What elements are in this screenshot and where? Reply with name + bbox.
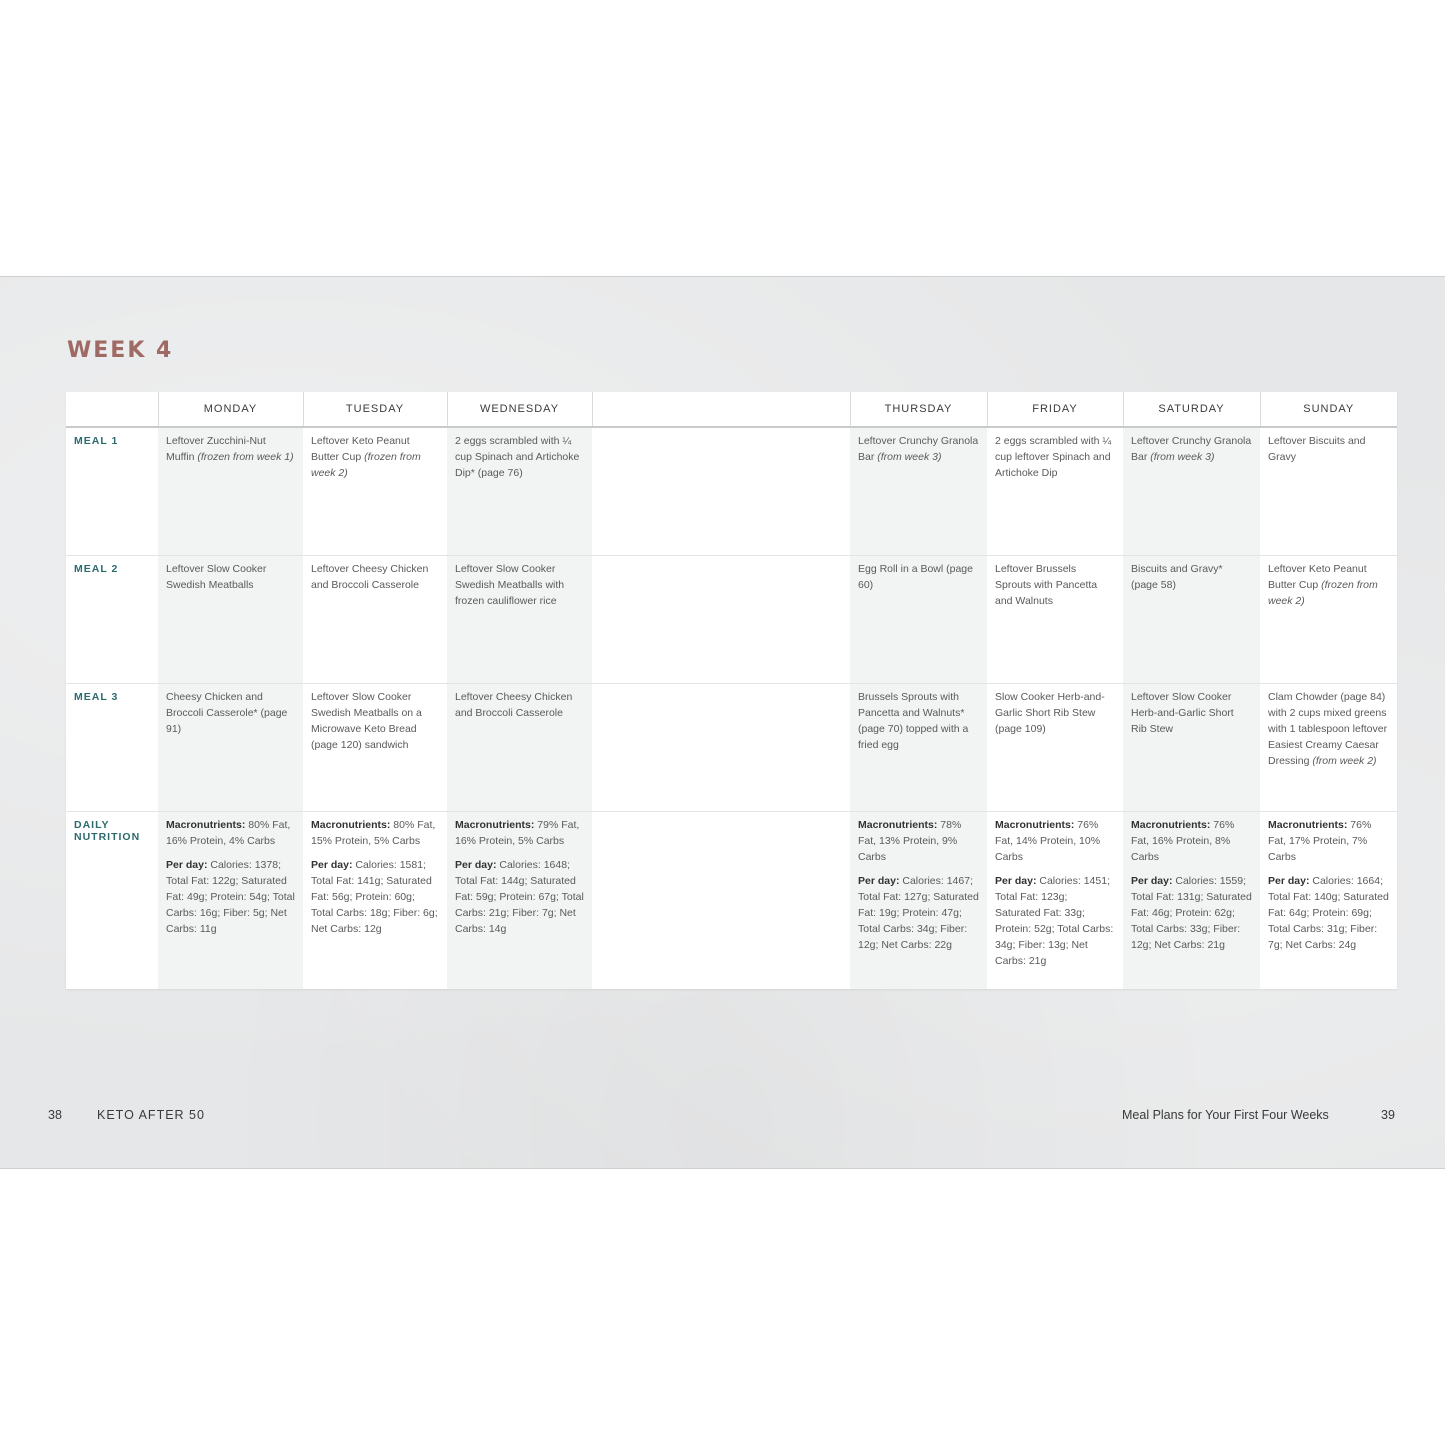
meal-cell: Clam Chowder (page 84) with 2 cups mixed greens with 1 tablespoon leftover Easiest Creamy Caesar Dressing (from week 2) — [1260, 683, 1397, 811]
day-header: MONDAY — [158, 392, 303, 427]
meal-row — [66, 555, 1397, 683]
row-label: DAILY NUTRITION — [66, 812, 158, 989]
meal-cell: Leftover Keto Peanut Butter Cup (frozen from week 2) — [311, 435, 421, 479]
running-title-right: Meal Plans for Your First Four Weeks — [1122, 1108, 1329, 1122]
meal-cell: Leftover Slow Cooker Herb-and-Garlic Short Rib Stew — [1123, 683, 1260, 811]
meal-cell: Leftover Cheesy Chicken and Broccoli Casserole — [447, 683, 592, 811]
gutter-cell — [592, 812, 850, 989]
meal-row — [66, 427, 1397, 555]
meal-cell: Leftover Cheesy Chicken and Broccoli Casserole — [303, 555, 447, 683]
meal-cell: 2 eggs scrambled with ¼ cup leftover Spinach and Artichoke Dip — [995, 435, 1112, 479]
meal-cell: Slow Cooker Herb-and-Garlic Short Rib Stew (page 109) — [987, 683, 1123, 811]
day-header: THURSDAY — [850, 392, 987, 427]
meal-row — [66, 683, 1397, 811]
meal-cell: Brussels Sprouts with Pancetta and Walnuts* (page 70) topped with a fried egg — [850, 683, 987, 811]
gutter-header — [592, 392, 850, 427]
nutrition-cell: Macronutrients: 80% Fat, 16% Protein, 4% Carbs Per day: Calories: 1378; Total Fat: 122g; Saturated Fat: 49g; Protein: 54g; Total Carbs: 16g; Fiber: 5g; Net Carbs: 11g — [158, 812, 303, 989]
day-header: SATURDAY — [1123, 392, 1260, 427]
header-row — [66, 392, 1397, 427]
gutter-cell — [592, 683, 850, 811]
meal-cell: Leftover Brussels Sprouts with Pancetta and Walnuts — [987, 555, 1123, 683]
week-title: WEEK 4 — [67, 338, 174, 363]
row-label: MEAL 2 — [66, 555, 158, 683]
meal-cell: Leftover Slow Cooker Swedish Meatballs — [158, 555, 303, 683]
meal-cell: Biscuits and Gravy* (page 58) — [1123, 555, 1260, 683]
nutrition-cell: Macronutrients: 76% Fat, 16% Protein, 8% Carbs Per day: Calories: 1559; Total Fat: 131g; Saturated Fat: 46g; Protein: 62g; Total Carbs: 33g; Fiber: 12g; Net Carbs: 21g — [1123, 812, 1260, 989]
nutrition-cell: Macronutrients: 78% Fat, 13% Protein, 9% Carbs Per day: Calories: 1467; Total Fat: 127g; Saturated Fat: 19g; Protein: 47g; Total Carbs: 34g; Fiber: 12g; Net Carbs: 22g — [850, 812, 987, 989]
meal-cell: Leftover Crunchy Granola Bar (from week 3) — [850, 427, 987, 555]
row-label: MEAL 3 — [66, 683, 158, 811]
day-header: SUNDAY — [1260, 392, 1397, 427]
page-number-left: 38 — [48, 1108, 62, 1122]
meal-cell: Leftover Zucchini-Nut Muffin (frozen from week 1) — [158, 427, 303, 555]
meal-cell: Egg Roll in a Bowl (page 60) — [850, 555, 987, 683]
meal-cell: Leftover Slow Cooker Swedish Meatballs with frozen cauliflower rice — [447, 555, 592, 683]
day-header: TUESDAY — [303, 392, 447, 427]
nutrition-row — [66, 812, 1397, 989]
running-title-left: KETO AFTER 50 — [97, 1108, 205, 1122]
meal-cell: 2 eggs scrambled with ¼ cup Spinach and Artichoke Dip* (page 76) — [447, 427, 592, 555]
meal-cell: Leftover Biscuits and Gravy — [1268, 435, 1366, 463]
nutrition-cell: Macronutrients: 79% Fat, 16% Protein, 5% Carbs Per day: Calories: 1648; Total Fat: 144g; Saturated Fat: 59g; Protein: 67g; Total Carbs: 21g; Fiber: 7g; Net Carbs: 14g — [447, 812, 592, 989]
gutter-cell — [592, 427, 850, 555]
row-label: MEAL 1 — [74, 435, 119, 447]
meal-cell: Cheesy Chicken and Broccoli Casserole* (page 91) — [158, 683, 303, 811]
meal-cell: Leftover Slow Cooker Swedish Meatballs on a Microwave Keto Bread (page 120) sandwich — [303, 683, 447, 811]
day-header: WEDNESDAY — [447, 392, 592, 427]
nutrition-cell: Macronutrients: 80% Fat, 15% Protein, 5% Carbs Per day: Calories: 1581; Total Fat: 141g; Saturated Fat: 56g; Protein: 60g; Total Carbs: 18g; Fiber: 6g; Net Carbs: 12g — [303, 812, 447, 989]
meal-plan-table — [66, 392, 1397, 989]
gutter-cell — [592, 555, 850, 683]
corner-cell — [66, 392, 158, 427]
nutrition-cell: Macronutrients: 76% Fat, 17% Protein, 7% Carbs Per day: Calories: 1664; Total Fat: 140g; Saturated Fat: 64g; Protein: 69g; Total Carbs: 31g; Fiber: 7g; Net Carbs: 24g — [1260, 812, 1397, 989]
meal-cell: Leftover Crunchy Granola Bar (from week 3) — [1123, 427, 1260, 555]
nutrition-cell: Macronutrients: 76% Fat, 14% Protein, 10% Carbs Per day: Calories: 1451; Total Fat: 123g; Saturated Fat: 33g; Protein: 52g; Total Carbs: 34g; Fiber: 13g; Net Carbs: 21g — [987, 812, 1123, 989]
day-header: FRIDAY — [987, 392, 1123, 427]
meal-cell: Leftover Keto Peanut Butter Cup (frozen from week 2) — [1260, 555, 1397, 683]
page-number-right: 39 — [1381, 1108, 1395, 1122]
